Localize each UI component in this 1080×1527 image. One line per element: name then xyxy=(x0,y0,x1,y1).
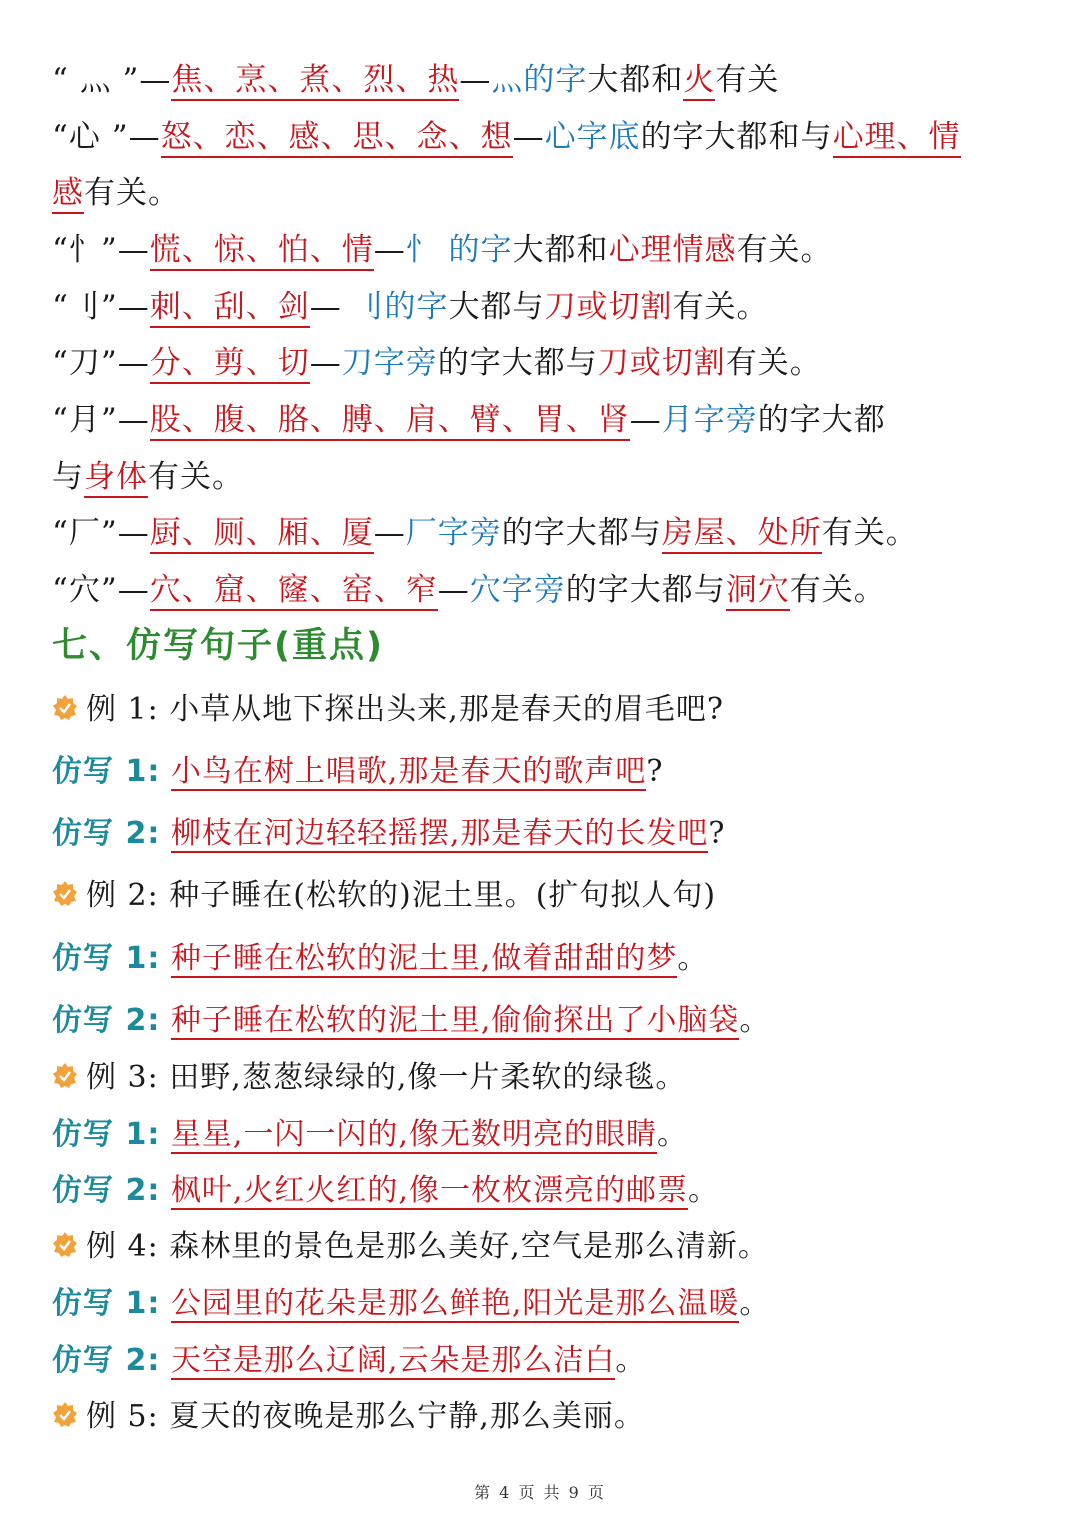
check-badge-icon xyxy=(52,1063,78,1089)
radical-line-6-cont: 与身体有关。 xyxy=(52,457,244,497)
example-1 xyxy=(52,690,724,730)
example-label: 例 1: xyxy=(86,692,159,727)
example-4 xyxy=(52,1227,769,1267)
radical-line-1: “ 灬 ”—焦、烹、煮、烈、热—灬的字大都和火有关 xyxy=(52,60,779,100)
example-text: 种子睡在(松软的)泥土里。(扩句拟人句) xyxy=(169,878,717,913)
section-title: 七、仿写句子(重点) xyxy=(52,626,384,666)
example-label: 例 4: xyxy=(86,1229,159,1264)
page-footer: 第 4 页 共 9 页 xyxy=(474,1483,606,1502)
radical-line-4: “刂”—刺、刮、剑— 刂的字大都与刀或切割有关。 xyxy=(52,287,769,327)
example-text: 小草从地下探出头来,那是春天的眉毛吧? xyxy=(169,692,724,727)
imitation-4-2: 仿写 2: 天空是那么辽阔,云朵是那么洁白。 xyxy=(52,1343,647,1378)
example-text: 夏天的夜晚是那么宁静,那么美丽。 xyxy=(169,1399,645,1434)
radical-line-2-cont: 感有关。 xyxy=(52,173,180,213)
example-text: 田野,葱葱绿绿的,像一片柔软的绿毯。 xyxy=(169,1060,687,1095)
radical-line-2: “心 ”—怒、恋、感、思、念、想—心字底的字大都和与心理、情 xyxy=(52,117,961,157)
imitation-1-1: 仿写 1: 小鸟在树上唱歌,那是春天的歌声吧? xyxy=(52,754,664,789)
example-2 xyxy=(52,876,716,916)
radical-line-5: “刀”—分、剪、切—刀字旁的字大都与刀或切割有关。 xyxy=(52,343,822,383)
check-badge-icon xyxy=(52,881,78,907)
radical-line-3: “忄”—慌、惊、怕、情—忄 的字大都和心理情感有关。 xyxy=(52,230,833,270)
example-label: 例 3: xyxy=(86,1060,159,1095)
radical-line-6: “月”—股、腹、胳、膊、肩、臂、胃、肾—月字旁的字大都 xyxy=(52,400,886,440)
check-badge-icon xyxy=(52,1402,78,1428)
example-label: 例 5: xyxy=(86,1399,159,1434)
example-3 xyxy=(52,1058,686,1098)
imitation-4-1: 仿写 1: 公园里的花朵是那么鲜艳,阳光是那么温暖。 xyxy=(52,1286,771,1321)
imitation-3-2: 仿写 2: 枫叶,火红火红的,像一枚枚漂亮的邮票。 xyxy=(52,1173,719,1208)
imitation-3-1: 仿写 1: 星星,一闪一闪的,像无数明亮的眼睛。 xyxy=(52,1117,688,1152)
imitation-1-2: 仿写 2: 柳枝在河边轻轻摇摆,那是春天的长发吧? xyxy=(52,816,726,851)
example-text: 森林里的景色是那么美好,空气是那么清新。 xyxy=(169,1229,769,1264)
example-label: 例 2: xyxy=(86,878,159,913)
radical-line-8: “穴”—穴、窟、窿、窑、窄—穴字旁的字大都与洞穴有关。 xyxy=(52,570,886,610)
check-badge-icon xyxy=(52,1232,78,1258)
check-badge-icon xyxy=(52,695,78,721)
example-5 xyxy=(52,1397,645,1437)
imitation-2-2: 仿写 2: 种子睡在松软的泥土里,偷偷探出了小脑袋。 xyxy=(52,1003,771,1038)
radical-line-7: “厂”—厨、厕、厢、厦—厂字旁的字大都与房屋、处所有关。 xyxy=(52,513,918,553)
imitation-2-1: 仿写 1: 种子睡在松软的泥土里,做着甜甜的梦。 xyxy=(52,941,709,976)
